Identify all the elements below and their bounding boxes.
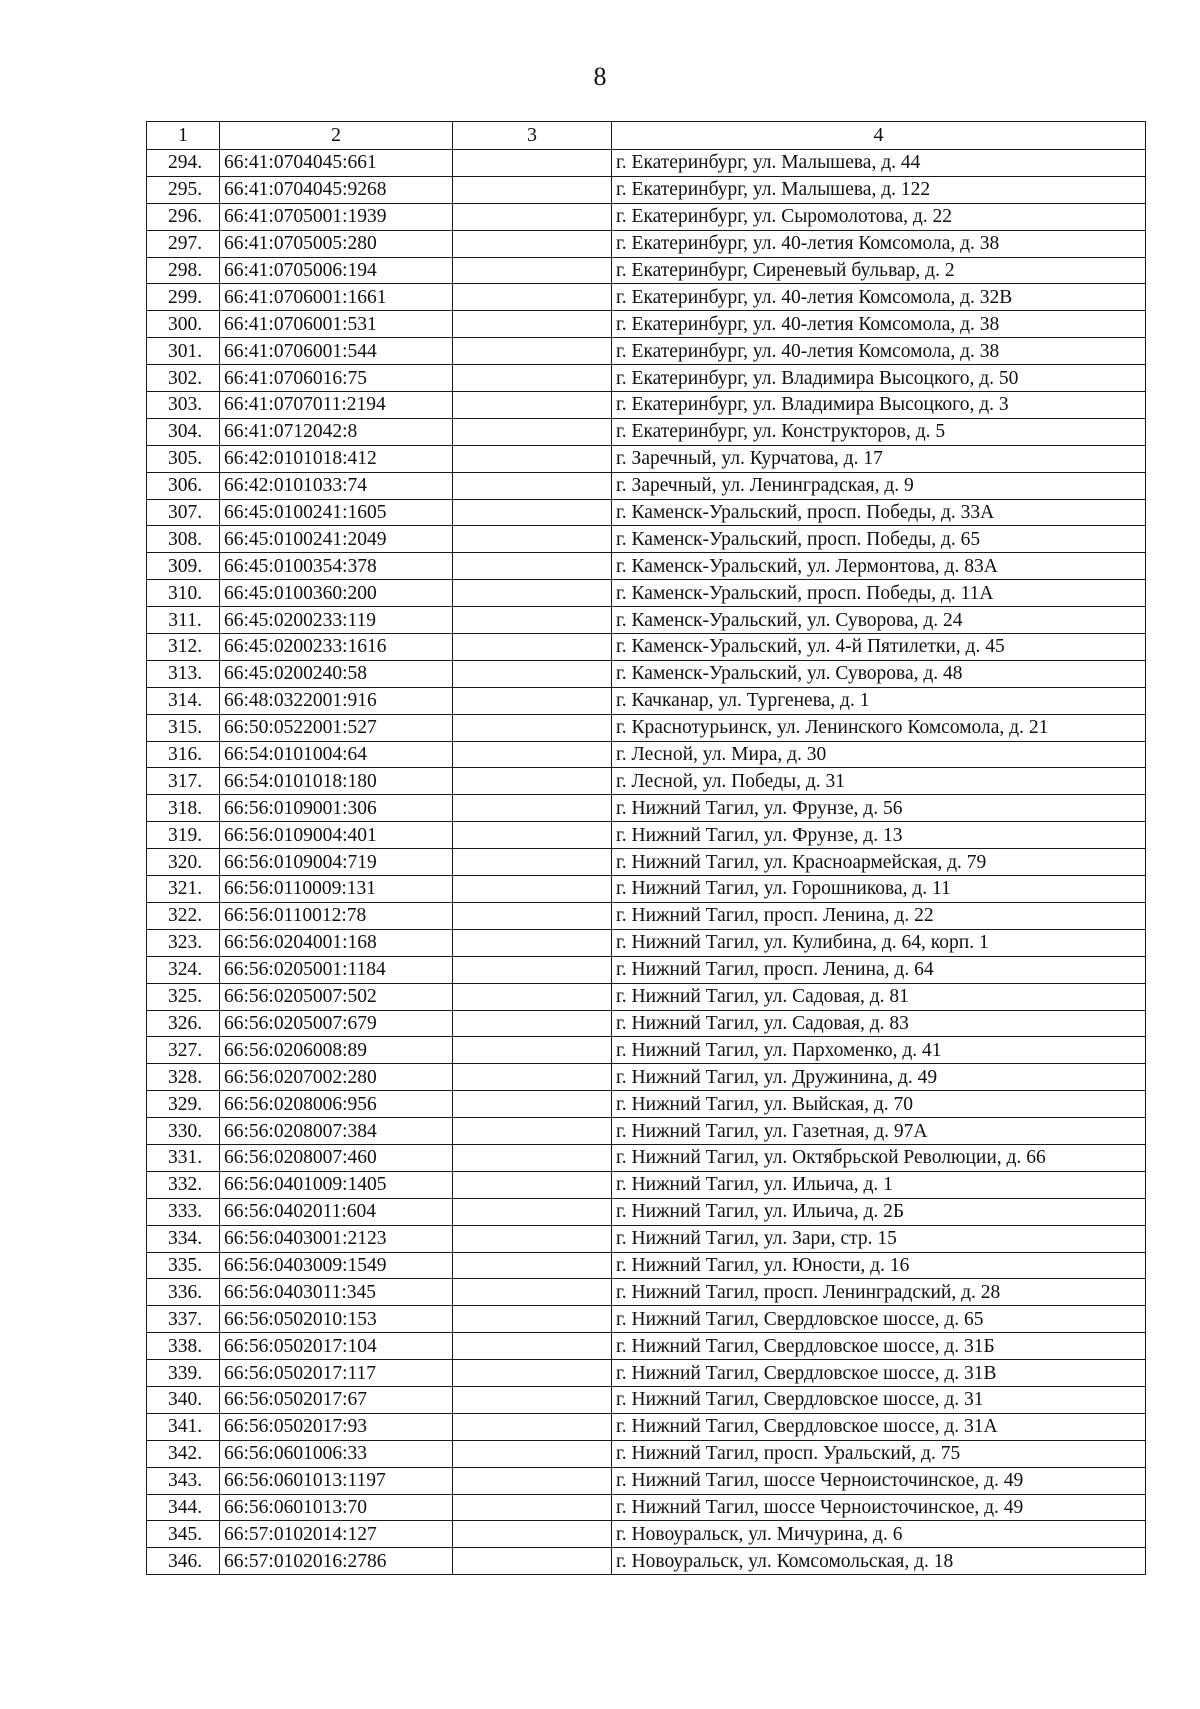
address-cell: г. Нижний Тагил, Свердловское шоссе, д. 31: [612, 1386, 1146, 1413]
address-cell: г. Нижний Тагил, шоссе Черноисточинское, д. 49: [612, 1494, 1146, 1521]
address-cell: г. Нижний Тагил, ул. Зари, стр. 15: [612, 1225, 1146, 1252]
address-cell: г. Заречный, ул. Курчатова, д. 17: [612, 445, 1146, 472]
column-3-cell: [453, 1333, 612, 1360]
cadastral-number-cell: 66:56:0205001:1184: [220, 956, 453, 983]
address-cell: г. Екатеринбург, ул. Малышева, д. 122: [612, 176, 1146, 203]
address-cell: г. Екатеринбург, ул. Сыромолотова, д. 22: [612, 203, 1146, 230]
row-number-cell: 316.: [147, 741, 220, 768]
table-row: [147, 956, 1146, 983]
row-number-cell: 297.: [147, 230, 220, 257]
column-3-cell: [453, 1494, 612, 1521]
column-3-cell: [453, 1467, 612, 1494]
address-cell: г. Екатеринбург, ул. Малышева, д. 44: [612, 150, 1146, 177]
column-3-cell: [453, 1064, 612, 1091]
row-number-cell: 342.: [147, 1440, 220, 1467]
column-3-cell: [453, 1225, 612, 1252]
table-row: [147, 1413, 1146, 1440]
table-row: [147, 257, 1146, 284]
cadastral-number-cell: 66:56:0205007:679: [220, 1010, 453, 1037]
table-row: [147, 1494, 1146, 1521]
address-cell: г. Каменск-Уральский, ул. Лермонтова, д. 83А: [612, 553, 1146, 580]
address-cell: г. Екатеринбург, ул. Конструкторов, д. 5: [612, 418, 1146, 445]
column-3-cell: [453, 849, 612, 876]
column-3-cell: [453, 1037, 612, 1064]
table-row: [147, 338, 1146, 365]
row-number-cell: 314.: [147, 687, 220, 714]
column-3-cell: [453, 687, 612, 714]
table-row: [147, 849, 1146, 876]
address-cell: г. Нижний Тагил, Свердловское шоссе, д. 65: [612, 1306, 1146, 1333]
row-number-cell: 330.: [147, 1118, 220, 1145]
table-body: [147, 150, 1146, 1575]
table-row: [147, 741, 1146, 768]
column-3-cell: [453, 1171, 612, 1198]
column-3-cell: [453, 660, 612, 687]
row-number-cell: 313.: [147, 660, 220, 687]
address-cell: г. Екатеринбург, ул. 40-летия Комсомола, д. 38: [612, 338, 1146, 365]
cadastral-number-cell: 66:56:0403001:2123: [220, 1225, 453, 1252]
table-row: [147, 203, 1146, 230]
table-row: [147, 634, 1146, 661]
cadastral-number-cell: 66:57:0102014:127: [220, 1521, 453, 1548]
address-cell: г. Нижний Тагил, просп. Уральский, д. 75: [612, 1440, 1146, 1467]
column-3-cell: [453, 607, 612, 634]
column-3-cell: [453, 392, 612, 419]
cadastral-number-cell: 66:56:0205007:502: [220, 983, 453, 1010]
address-cell: г. Нижний Тагил, ул. Дружинина, д. 49: [612, 1064, 1146, 1091]
cadastral-number-cell: 66:41:0706016:75: [220, 365, 453, 392]
address-cell: г. Нижний Тагил, Свердловское шоссе, д. 31Б: [612, 1333, 1146, 1360]
column-3-cell: [453, 1279, 612, 1306]
row-number-cell: 303.: [147, 392, 220, 419]
column-header-2: 2: [220, 122, 453, 150]
table-row: [147, 607, 1146, 634]
column-3-cell: [453, 150, 612, 177]
cadastral-number-cell: 66:45:0200233:119: [220, 607, 453, 634]
cadastral-number-cell: 66:56:0109004:719: [220, 849, 453, 876]
page-number: 8: [593, 62, 607, 91]
table-row: [147, 553, 1146, 580]
table-row: [147, 1279, 1146, 1306]
row-number-cell: 324.: [147, 956, 220, 983]
row-number-cell: 306.: [147, 472, 220, 499]
row-number-cell: 312.: [147, 634, 220, 661]
column-3-cell: [453, 499, 612, 526]
column-3-cell: [453, 876, 612, 903]
column-3-cell: [453, 1144, 612, 1171]
column-3-cell: [453, 929, 612, 956]
address-cell: г. Нижний Тагил, ул. Пархоменко, д. 41: [612, 1037, 1146, 1064]
cadastral-number-cell: 66:41:0705001:1939: [220, 203, 453, 230]
row-number-cell: 337.: [147, 1306, 220, 1333]
column-3-cell: [453, 1413, 612, 1440]
column-3-cell: [453, 714, 612, 741]
table-row: [147, 580, 1146, 607]
address-cell: г. Новоуральск, ул. Комсомольская, д. 18: [612, 1548, 1146, 1575]
row-number-cell: 327.: [147, 1037, 220, 1064]
table-row: [147, 311, 1146, 338]
row-number-cell: 300.: [147, 311, 220, 338]
address-cell: г. Новоуральск, ул. Мичурина, д. 6: [612, 1521, 1146, 1548]
column-3-cell: [453, 1360, 612, 1387]
table-row: [147, 822, 1146, 849]
table-row: [147, 795, 1146, 822]
row-number-cell: 341.: [147, 1413, 220, 1440]
row-number-cell: 295.: [147, 176, 220, 203]
row-number-cell: 301.: [147, 338, 220, 365]
cadastral-number-cell: 66:56:0601013:1197: [220, 1467, 453, 1494]
address-cell: г. Краснотурьинск, ул. Ленинского Комсомола, д. 21: [612, 714, 1146, 741]
table-row: [147, 392, 1146, 419]
table-row: [147, 1118, 1146, 1145]
column-3-cell: [453, 1091, 612, 1118]
row-number-cell: 332.: [147, 1171, 220, 1198]
address-cell: г. Нижний Тагил, ул. Кулибина, д. 64, корп. 1: [612, 929, 1146, 956]
row-number-cell: 302.: [147, 365, 220, 392]
column-3-cell: [453, 1252, 612, 1279]
table-row: [147, 714, 1146, 741]
row-number-cell: 325.: [147, 983, 220, 1010]
address-cell: г. Нижний Тагил, ул. Горошникова, д. 11: [612, 876, 1146, 903]
row-number-cell: 321.: [147, 876, 220, 903]
table-row: [147, 472, 1146, 499]
address-cell: г. Нижний Тагил, ул. Выйская, д. 70: [612, 1091, 1146, 1118]
address-cell: г. Лесной, ул. Мира, д. 30: [612, 741, 1146, 768]
row-number-cell: 346.: [147, 1548, 220, 1575]
address-cell: г. Нижний Тагил, ул. Красноармейская, д. 79: [612, 849, 1146, 876]
row-number-cell: 340.: [147, 1386, 220, 1413]
cadastral-number-cell: 66:41:0704045:661: [220, 150, 453, 177]
address-cell: г. Екатеринбург, ул. Владимира Высоцкого, д. 50: [612, 365, 1146, 392]
address-cell: г. Нижний Тагил, Свердловское шоссе, д. 31А: [612, 1413, 1146, 1440]
address-cell: г. Нижний Тагил, ул. Ильича, д. 2Б: [612, 1198, 1146, 1225]
row-number-cell: 320.: [147, 849, 220, 876]
row-number-cell: 345.: [147, 1521, 220, 1548]
cadastral-number-cell: 66:42:0101033:74: [220, 472, 453, 499]
table-row: [147, 983, 1146, 1010]
cadastral-number-cell: 66:41:0704045:9268: [220, 176, 453, 203]
address-cell: г. Каменск-Уральский, ул. Суворова, д. 48: [612, 660, 1146, 687]
row-number-cell: 311.: [147, 607, 220, 634]
table-row: [147, 1521, 1146, 1548]
cadastral-number-cell: 66:45:0100241:1605: [220, 499, 453, 526]
cadastral-number-cell: 66:56:0601006:33: [220, 1440, 453, 1467]
column-3-cell: [453, 284, 612, 311]
row-number-cell: 296.: [147, 203, 220, 230]
table-row: [147, 1467, 1146, 1494]
column-3-cell: [453, 822, 612, 849]
table-row: [147, 902, 1146, 929]
cadastral-number-cell: 66:56:0206008:89: [220, 1037, 453, 1064]
address-cell: г. Екатеринбург, ул. 40-летия Комсомола, д. 38: [612, 311, 1146, 338]
column-header-1: 1: [147, 122, 220, 150]
table-row: [147, 929, 1146, 956]
address-cell: г. Екатеринбург, ул. Владимира Высоцкого, д. 3: [612, 392, 1146, 419]
address-cell: г. Заречный, ул. Ленинградская, д. 9: [612, 472, 1146, 499]
cadastral-number-cell: 66:48:0322001:916: [220, 687, 453, 714]
address-cell: г. Нижний Тагил, ул. Фрунзе, д. 56: [612, 795, 1146, 822]
cadastral-number-cell: 66:50:0522001:527: [220, 714, 453, 741]
table-row: [147, 1306, 1146, 1333]
row-number-cell: 329.: [147, 1091, 220, 1118]
cadastral-number-cell: 66:41:0706001:531: [220, 311, 453, 338]
cadastral-number-cell: 66:56:0208007:460: [220, 1144, 453, 1171]
column-3-cell: [453, 418, 612, 445]
table-header-row: [147, 122, 1146, 150]
column-3-cell: [453, 741, 612, 768]
column-3-cell: [453, 445, 612, 472]
cadastral-number-cell: 66:56:0502017:117: [220, 1360, 453, 1387]
row-number-cell: 326.: [147, 1010, 220, 1037]
cadastral-number-cell: 66:56:0601013:70: [220, 1494, 453, 1521]
table-row: [147, 1171, 1146, 1198]
column-3-cell: [453, 553, 612, 580]
cadastral-number-cell: 66:41:0705005:280: [220, 230, 453, 257]
address-cell: г. Каменск-Уральский, просп. Победы, д. 65: [612, 526, 1146, 553]
column-3-cell: [453, 526, 612, 553]
cadastral-number-cell: 66:57:0102016:2786: [220, 1548, 453, 1575]
row-number-cell: 334.: [147, 1225, 220, 1252]
column-3-cell: [453, 1198, 612, 1225]
address-cell: г. Каменск-Уральский, ул. 4-й Пятилетки, д. 45: [612, 634, 1146, 661]
cadastral-number-cell: 66:56:0207002:280: [220, 1064, 453, 1091]
cadastral-number-cell: 66:56:0110009:131: [220, 876, 453, 903]
column-3-cell: [453, 338, 612, 365]
table-row: [147, 418, 1146, 445]
table-row: [147, 1548, 1146, 1575]
table-row: [147, 1440, 1146, 1467]
cadastral-number-cell: 66:56:0204001:168: [220, 929, 453, 956]
column-3-cell: [453, 472, 612, 499]
address-cell: г. Екатеринбург, Сиреневый бульвар, д. 2: [612, 257, 1146, 284]
row-number-cell: 338.: [147, 1333, 220, 1360]
table-row: [147, 1144, 1146, 1171]
cadastral-number-cell: 66:56:0401009:1405: [220, 1171, 453, 1198]
cadastral-number-cell: 66:56:0403011:345: [220, 1279, 453, 1306]
column-3-cell: [453, 230, 612, 257]
address-cell: г. Нижний Тагил, просп. Ленина, д. 64: [612, 956, 1146, 983]
column-3-cell: [453, 768, 612, 795]
table-row: [147, 687, 1146, 714]
cadastral-number-cell: 66:56:0502017:93: [220, 1413, 453, 1440]
table-row: [147, 660, 1146, 687]
column-3-cell: [453, 1548, 612, 1575]
address-cell: г. Нижний Тагил, ул. Фрунзе, д. 13: [612, 822, 1146, 849]
address-cell: г. Нижний Тагил, ул. Садовая, д. 81: [612, 983, 1146, 1010]
table-row: [147, 365, 1146, 392]
column-3-cell: [453, 634, 612, 661]
address-cell: г. Нижний Тагил, ул. Ильича, д. 1: [612, 1171, 1146, 1198]
row-number-cell: 343.: [147, 1467, 220, 1494]
address-cell: г. Каменск-Уральский, просп. Победы, д. 11А: [612, 580, 1146, 607]
table-row: [147, 1360, 1146, 1387]
row-number-cell: 335.: [147, 1252, 220, 1279]
row-number-cell: 333.: [147, 1198, 220, 1225]
column-3-cell: [453, 311, 612, 338]
column-3-cell: [453, 902, 612, 929]
registry-table: [146, 121, 1146, 1575]
cadastral-number-cell: 66:41:0707011:2194: [220, 392, 453, 419]
row-number-cell: 323.: [147, 929, 220, 956]
table-row: [147, 876, 1146, 903]
address-cell: г. Нижний Тагил, ул. Садовая, д. 83: [612, 1010, 1146, 1037]
table-row: [147, 150, 1146, 177]
table-row: [147, 230, 1146, 257]
cadastral-number-cell: 66:41:0712042:8: [220, 418, 453, 445]
row-number-cell: 331.: [147, 1144, 220, 1171]
table-row: [147, 499, 1146, 526]
address-cell: г. Каменск-Уральский, просп. Победы, д. 33А: [612, 499, 1146, 526]
table-row: [147, 1064, 1146, 1091]
table-row: [147, 1252, 1146, 1279]
row-number-cell: 322.: [147, 902, 220, 929]
row-number-cell: 339.: [147, 1360, 220, 1387]
address-cell: г. Качканар, ул. Тургенева, д. 1: [612, 687, 1146, 714]
cadastral-number-cell: 66:41:0705006:194: [220, 257, 453, 284]
cadastral-number-cell: 66:56:0208006:956: [220, 1091, 453, 1118]
cadastral-number-cell: 66:56:0208007:384: [220, 1118, 453, 1145]
cadastral-number-cell: 66:45:0100354:378: [220, 553, 453, 580]
table-row: [147, 1333, 1146, 1360]
table-row: [147, 1198, 1146, 1225]
table-row: [147, 768, 1146, 795]
column-3-cell: [453, 1440, 612, 1467]
table-row: [147, 284, 1146, 311]
table-row: [147, 1010, 1146, 1037]
row-number-cell: 307.: [147, 499, 220, 526]
address-cell: г. Нижний Тагил, ул. Октябрьской Революции, д. 66: [612, 1144, 1146, 1171]
row-number-cell: 336.: [147, 1279, 220, 1306]
table-row: [147, 1091, 1146, 1118]
address-cell: г. Нижний Тагил, ул. Юности, д. 16: [612, 1252, 1146, 1279]
row-number-cell: 318.: [147, 795, 220, 822]
column-3-cell: [453, 983, 612, 1010]
row-number-cell: 294.: [147, 150, 220, 177]
row-number-cell: 315.: [147, 714, 220, 741]
address-cell: г. Лесной, ул. Победы, д. 31: [612, 768, 1146, 795]
row-number-cell: 310.: [147, 580, 220, 607]
address-cell: г. Каменск-Уральский, ул. Суворова, д. 24: [612, 607, 1146, 634]
row-number-cell: 305.: [147, 445, 220, 472]
cadastral-number-cell: 66:45:0200233:1616: [220, 634, 453, 661]
column-3-cell: [453, 257, 612, 284]
row-number-cell: 299.: [147, 284, 220, 311]
row-number-cell: 319.: [147, 822, 220, 849]
column-3-cell: [453, 203, 612, 230]
row-number-cell: 308.: [147, 526, 220, 553]
row-number-cell: 309.: [147, 553, 220, 580]
address-cell: г. Нижний Тагил, просп. Ленина, д. 22: [612, 902, 1146, 929]
row-number-cell: 298.: [147, 257, 220, 284]
row-number-cell: 328.: [147, 1064, 220, 1091]
cadastral-number-cell: 66:56:0502017:67: [220, 1386, 453, 1413]
cadastral-number-cell: 66:41:0706001:1661: [220, 284, 453, 311]
cadastral-number-cell: 66:56:0109004:401: [220, 822, 453, 849]
cadastral-number-cell: 66:42:0101018:412: [220, 445, 453, 472]
cadastral-number-cell: 66:56:0109001:306: [220, 795, 453, 822]
cadastral-number-cell: 66:54:0101004:64: [220, 741, 453, 768]
column-3-cell: [453, 1010, 612, 1037]
column-header-3: 3: [453, 122, 612, 150]
table-row: [147, 1225, 1146, 1252]
row-number-cell: 304.: [147, 418, 220, 445]
column-3-cell: [453, 176, 612, 203]
column-3-cell: [453, 1386, 612, 1413]
column-3-cell: [453, 580, 612, 607]
column-3-cell: [453, 1118, 612, 1145]
cadastral-number-cell: 66:45:0100360:200: [220, 580, 453, 607]
column-header-4: 4: [612, 122, 1146, 150]
address-cell: г. Нижний Тагил, Свердловское шоссе, д. 31В: [612, 1360, 1146, 1387]
cadastral-number-cell: 66:56:0403009:1549: [220, 1252, 453, 1279]
table-row: [147, 1386, 1146, 1413]
column-3-cell: [453, 365, 612, 392]
cadastral-number-cell: 66:54:0101018:180: [220, 768, 453, 795]
column-3-cell: [453, 795, 612, 822]
column-3-cell: [453, 956, 612, 983]
address-cell: г. Нижний Тагил, просп. Ленинградский, д. 28: [612, 1279, 1146, 1306]
cadastral-number-cell: 66:45:0100241:2049: [220, 526, 453, 553]
row-number-cell: 344.: [147, 1494, 220, 1521]
column-3-cell: [453, 1521, 612, 1548]
cadastral-number-cell: 66:56:0110012:78: [220, 902, 453, 929]
table-row: [147, 1037, 1146, 1064]
table-row: [147, 176, 1146, 203]
cadastral-number-cell: 66:56:0502017:104: [220, 1333, 453, 1360]
row-number-cell: 317.: [147, 768, 220, 795]
cadastral-number-cell: 66:41:0706001:544: [220, 338, 453, 365]
address-cell: г. Екатеринбург, ул. 40-летия Комсомола, д. 38: [612, 230, 1146, 257]
table-row: [147, 526, 1146, 553]
cadastral-number-cell: 66:56:0502010:153: [220, 1306, 453, 1333]
table-row: [147, 445, 1146, 472]
address-cell: г. Нижний Тагил, ул. Газетная, д. 97А: [612, 1118, 1146, 1145]
address-cell: г. Нижний Тагил, шоссе Черноисточинское, д. 49: [612, 1467, 1146, 1494]
column-3-cell: [453, 1306, 612, 1333]
cadastral-number-cell: 66:45:0200240:58: [220, 660, 453, 687]
address-cell: г. Екатеринбург, ул. 40-летия Комсомола, д. 32В: [612, 284, 1146, 311]
cadastral-number-cell: 66:56:0402011:604: [220, 1198, 453, 1225]
